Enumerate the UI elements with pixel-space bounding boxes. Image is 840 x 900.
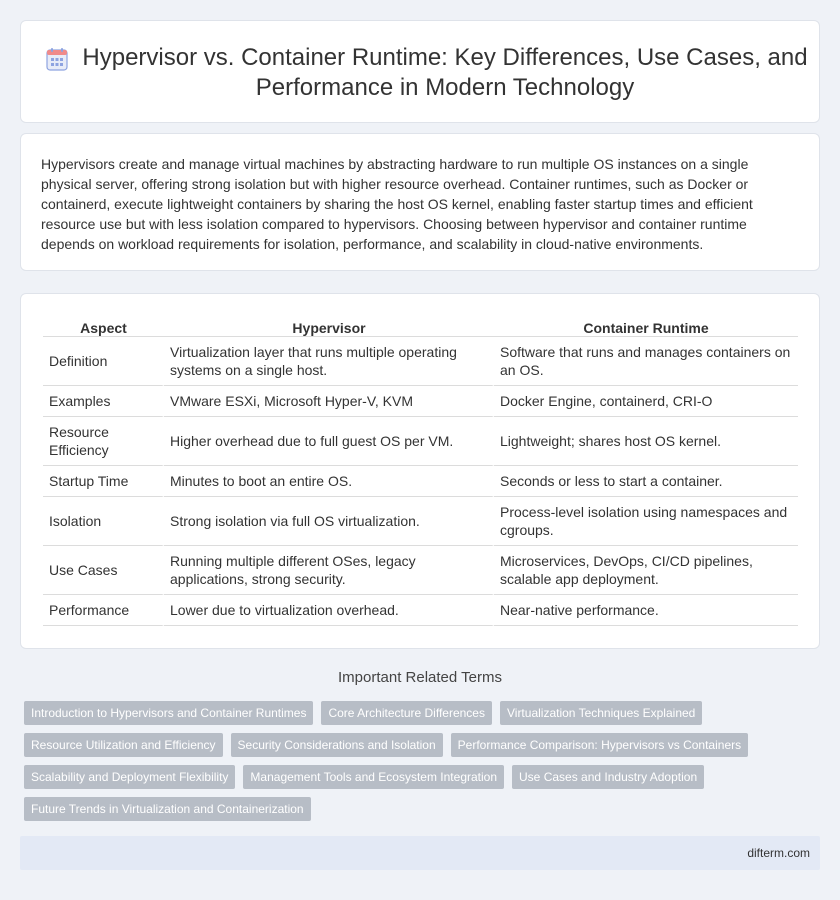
comparison-table	[43, 318, 798, 626]
table-row	[43, 546, 798, 595]
footer	[20, 836, 820, 870]
related-term-tag[interactable]: Virtualization Techniques Explained	[500, 701, 702, 725]
row-aspect: Isolation	[43, 497, 164, 546]
table-row	[43, 497, 798, 546]
row-hypervisor: Running multiple different OSes, legacy applications, strong security.	[164, 546, 494, 595]
related-terms-list	[24, 701, 804, 821]
intro-card	[20, 133, 820, 271]
row-aspect: Examples	[43, 386, 164, 417]
table-header-row	[43, 318, 798, 337]
related-terms-heading: Important Related Terms	[338, 669, 502, 686]
row-container: Software that runs and manages containers on an OS.	[494, 337, 798, 386]
row-container: Process-level isolation using namespaces and cgroups.	[494, 497, 798, 546]
row-hypervisor: Strong isolation via full OS virtualization.	[164, 497, 494, 546]
comparison-table-card	[20, 293, 820, 649]
row-hypervisor: Higher overhead due to full guest OS per VM.	[164, 417, 494, 466]
calendar-grid-icon	[46, 47, 68, 71]
related-term-tag[interactable]: Core Architecture Differences	[321, 701, 492, 725]
intro-paragraph: Hypervisors create and manage virtual machines by abstracting hardware to run multiple OS instances on a single physical server, offering strong isolation but with higher resource overhead. Container runtimes, such as Docker or containerd, execute lightweight containers by sharing the host OS kernel, enabling faster startup times and efficient resource use but with less isolation compared to hypervisors. Choosing between hypervisor and container runtime depends on workload requirements for isolation, performance, and scalability in cloud-native environments.	[41, 156, 753, 252]
row-hypervisor: Minutes to boot an entire OS.	[164, 466, 494, 497]
row-hypervisor: Virtualization layer that runs multiple operating systems on a single host.	[164, 337, 494, 386]
related-term-tag[interactable]: Resource Utilization and Efficiency	[24, 733, 223, 757]
row-container: Seconds or less to start a container.	[494, 466, 798, 497]
row-hypervisor: VMware ESXi, Microsoft Hyper-V, KVM	[164, 386, 494, 417]
header-hypervisor: Hypervisor	[164, 318, 494, 337]
related-term-tag[interactable]: Security Considerations and Isolation	[231, 733, 443, 757]
related-term-tag[interactable]: Future Trends in Virtualization and Containerization	[24, 797, 311, 821]
related-term-tag[interactable]: Introduction to Hypervisors and Container Runtimes	[24, 701, 313, 725]
footer-site-link[interactable]: difterm.com	[747, 846, 810, 860]
table-row	[43, 466, 798, 497]
page-title: Hypervisor vs. Container Runtime: Key Differences, Use Cases, and Performance in Modern Technology	[82, 44, 808, 101]
row-aspect: Resource Efficiency	[43, 417, 164, 466]
related-term-tag[interactable]: Management Tools and Ecosystem Integration	[243, 765, 504, 789]
row-aspect: Startup Time	[43, 466, 164, 497]
related-term-tag[interactable]: Use Cases and Industry Adoption	[512, 765, 704, 789]
row-container: Near-native performance.	[494, 595, 798, 626]
header-container-runtime: Container Runtime	[494, 318, 798, 337]
row-container: Lightweight; shares host OS kernel.	[494, 417, 798, 466]
table-row	[43, 337, 798, 386]
row-aspect: Definition	[43, 337, 164, 386]
row-container: Docker Engine, containerd, CRI-O	[494, 386, 798, 417]
row-aspect: Performance	[43, 595, 164, 626]
title-card	[20, 20, 820, 123]
table-row	[43, 386, 798, 417]
table-row	[43, 595, 798, 626]
row-hypervisor: Lower due to virtualization overhead.	[164, 595, 494, 626]
related-term-tag[interactable]: Scalability and Deployment Flexibility	[24, 765, 235, 789]
header-aspect: Aspect	[43, 318, 164, 337]
row-container: Microservices, DevOps, CI/CD pipelines, scalable app deployment.	[494, 546, 798, 595]
row-aspect: Use Cases	[43, 546, 164, 595]
related-term-tag[interactable]: Performance Comparison: Hypervisors vs Containers	[451, 733, 748, 757]
table-row	[43, 417, 798, 466]
